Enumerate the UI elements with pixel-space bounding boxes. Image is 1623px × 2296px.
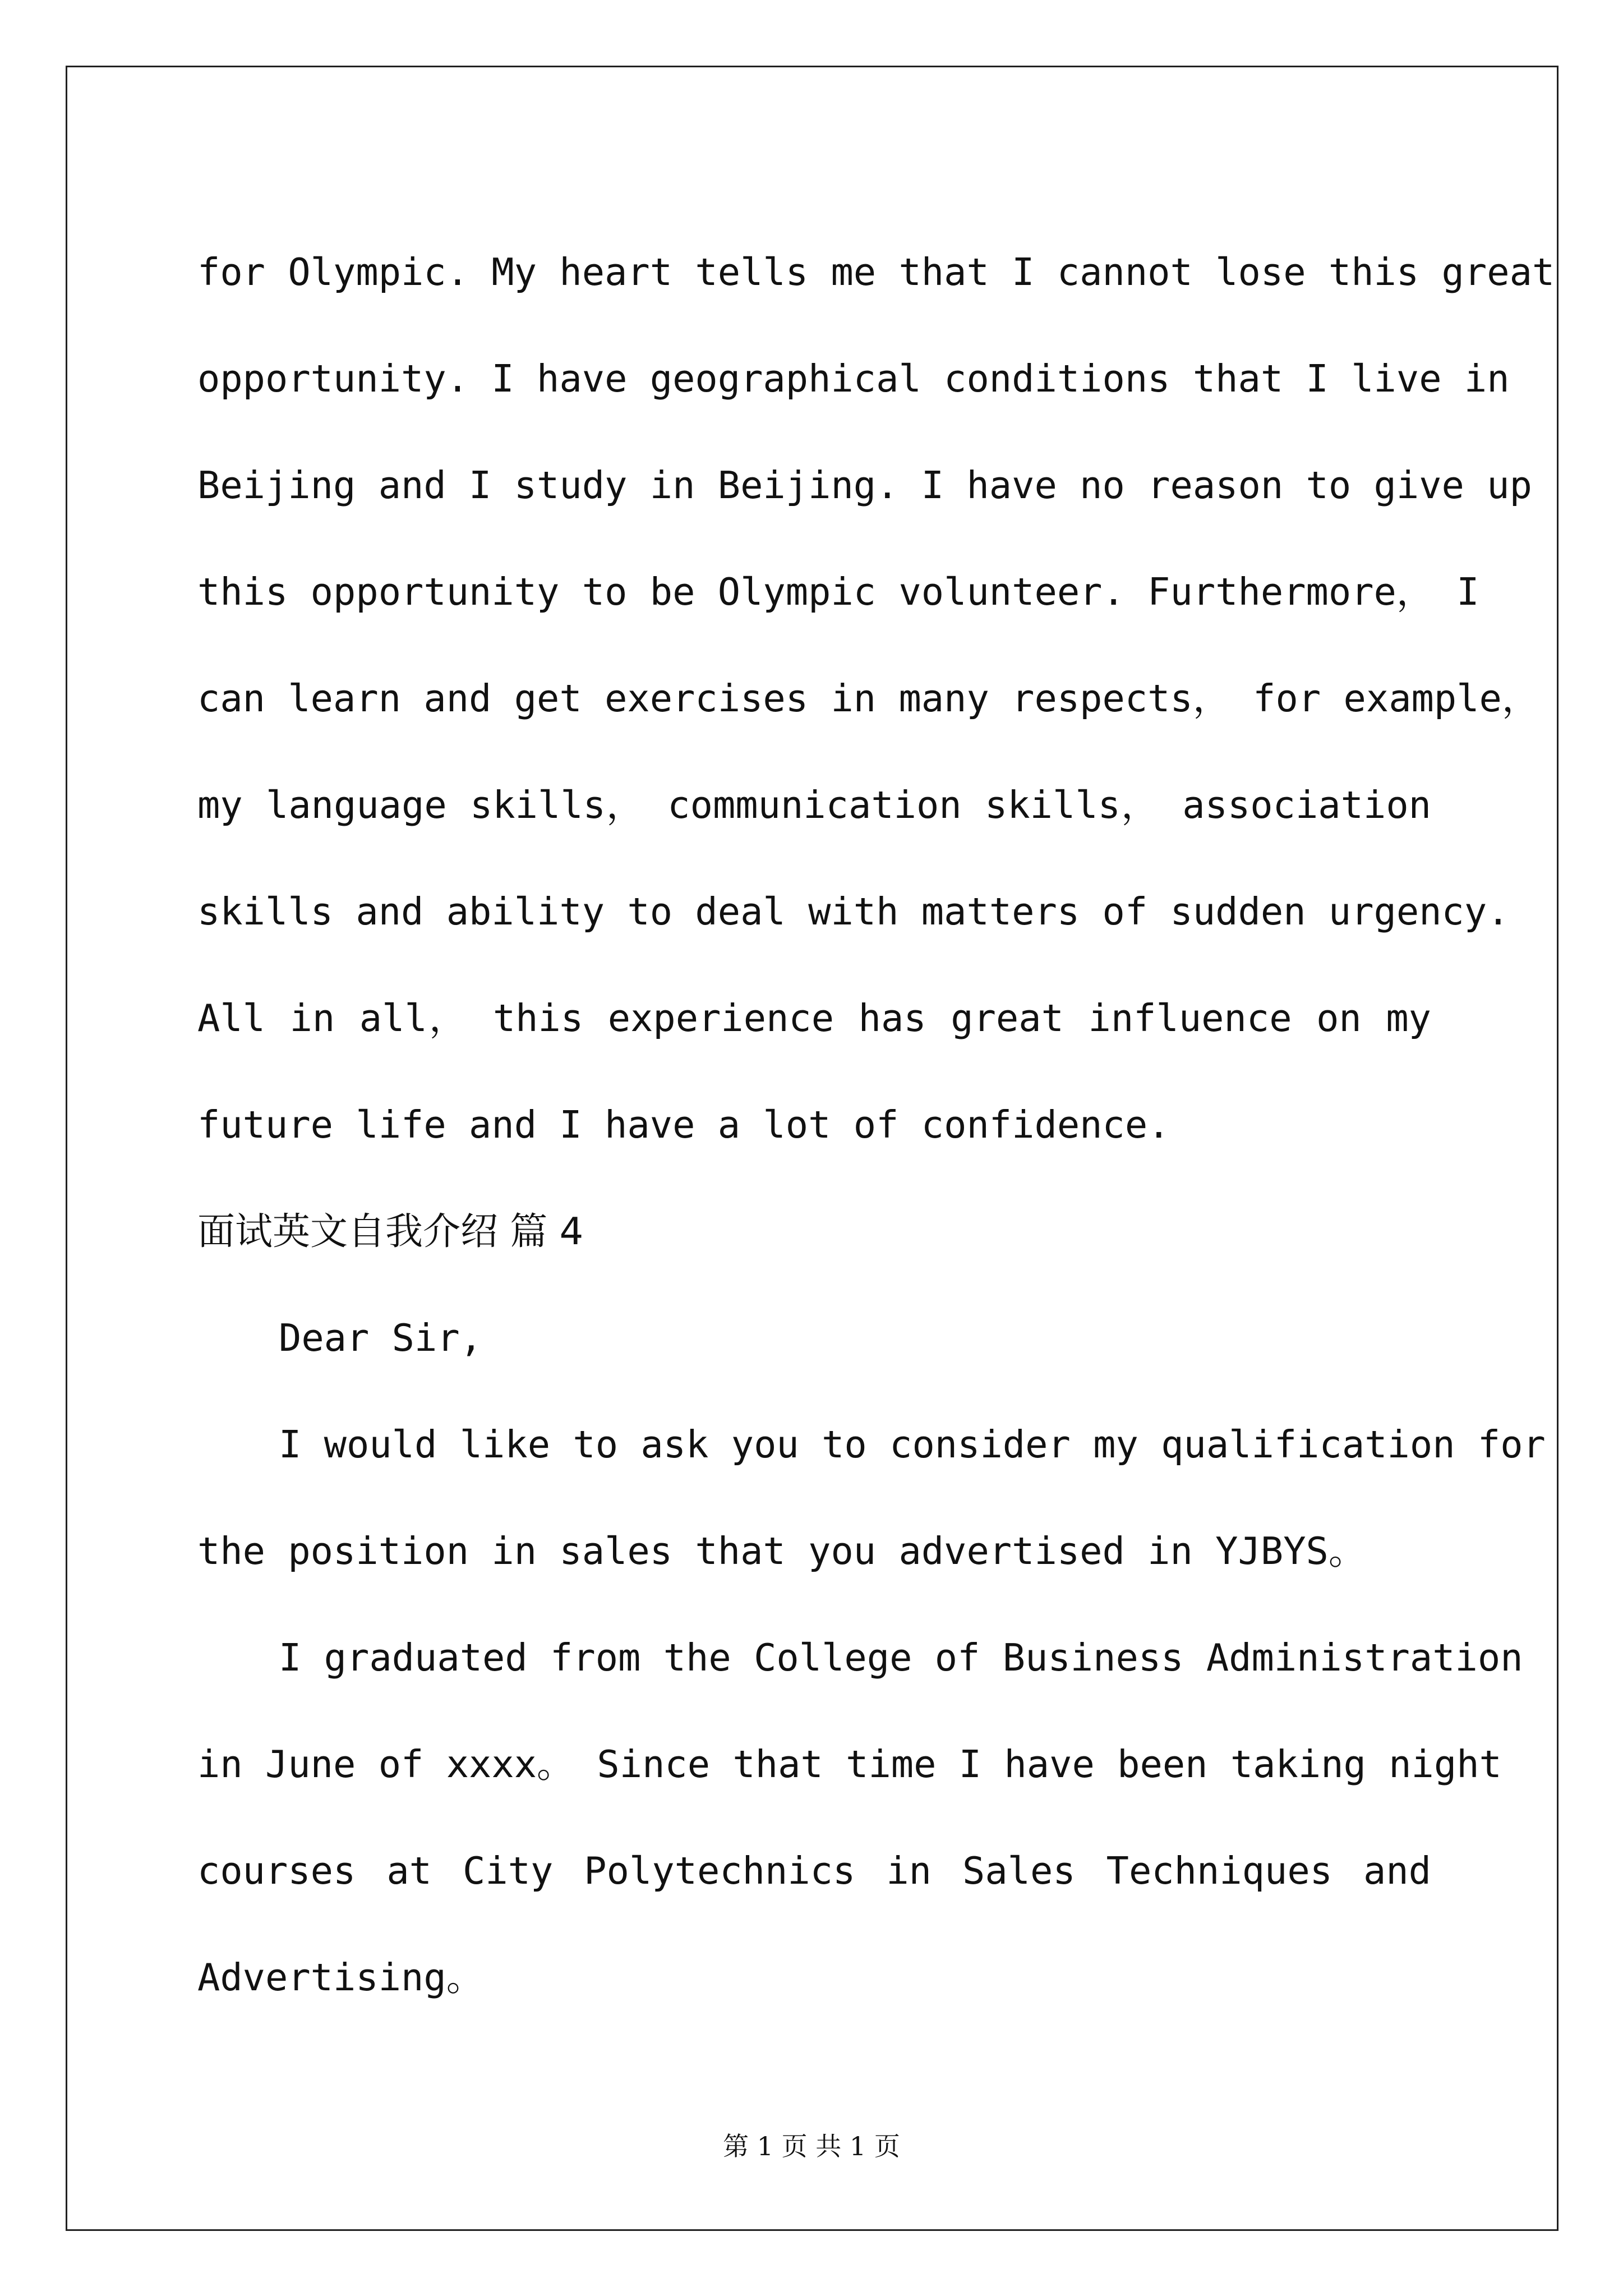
document-body (197, 219, 1555, 2031)
text-line: I would like to ask you to consider my qualification for (279, 1423, 1546, 1466)
text-line: in June of xxxx。 Since that time I have been taking night (197, 1742, 1502, 1786)
text-line: my language skills， communication skills， association (197, 783, 1431, 827)
text-line: Beijing and I study in Beijing. I have no reason to give up (197, 463, 1532, 507)
paragraph-qualification (197, 1391, 1546, 1604)
text-line: skills and ability to deal with matters of sudden urgency. (197, 890, 1510, 933)
text-line: this opportunity to be Olympic volunteer. Furthermore， I (197, 570, 1479, 614)
paragraph-olympic (197, 219, 1555, 1178)
text-line: courses at City Polytechnics in Sales Techniques and (197, 1849, 1431, 1893)
text-line: Advertising。 (197, 1955, 484, 1999)
text-line: future life and I have a lot of confidence. (197, 1103, 1170, 1147)
text-line: for Olympic. My heart tells me that I cannot lose this great (197, 250, 1555, 294)
text-line: can learn and get exercises in many respects， for example， (197, 677, 1539, 720)
letter-greeting: Dear Sir, (279, 1316, 483, 1360)
text-line: All in all， this experience has great influence on my (197, 996, 1431, 1040)
paragraph-education (197, 1604, 1523, 2031)
page-footer: 第 1 页 共 1 页 (723, 2131, 900, 2161)
section-heading: 面试英文自我介绍 篇 4 (197, 1209, 584, 1253)
text-line: opportunity. I have geographical conditions that I live in (197, 357, 1510, 401)
text-line: I graduated from the College of Business Administration (279, 1636, 1523, 1680)
text-line: the position in sales that you advertised in YJBYS。 (197, 1529, 1366, 1573)
